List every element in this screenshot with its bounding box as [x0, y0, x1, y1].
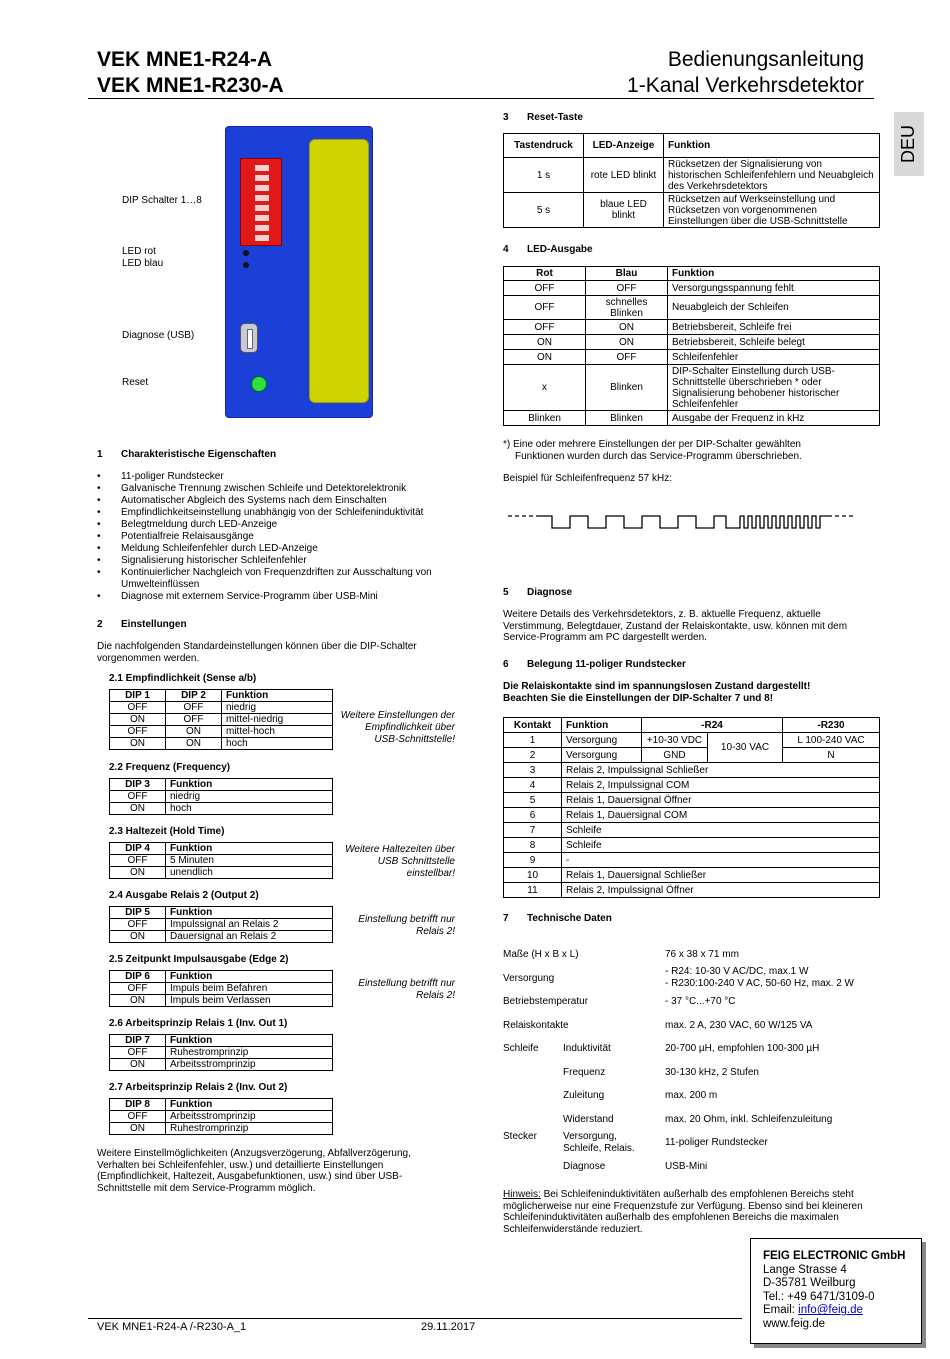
- note-relay2-output: Einstellung betrifft nur Relais 2!: [358, 914, 455, 937]
- footer-rule: [88, 1318, 742, 1319]
- company-address-box: [750, 1238, 922, 1344]
- list-item: • Automatischer Abgleich des Systems nach dem Einschalten: [97, 495, 442, 507]
- note-relay2-edge: Einstellung betrifft nur Relais 2!: [358, 978, 455, 1001]
- dip-7-table: DIP 7 Funktion OFF Ruhestromprinzip ON Arbeitsstromprinzip: [109, 1034, 333, 1071]
- dip-8-table: DIP 8 Funktion OFF Arbeitsstromprinzip ON Ruhestromprinzip: [109, 1098, 333, 1135]
- led-table: Rot Blau Funktion OFF OFF Versorgungsspannung fehlt OFF schnelles Blinken Neuabgleich der Schleifen OFF ON Betriebsbereit, Schleife frei ON ON Betriebsbereit, Schleife belegt ON OFF Schleifenfehler x Blinken DIP-Schalter Einstellung durch USB-Schnittstelle überschrieben * oder Signalisierung behobener historischer Schleifenfehler Blinken Blinken Ausgabe der Frequenz in kHz: [503, 266, 880, 426]
- table-row: ON hoch: [110, 803, 333, 815]
- list-item: • Belegtmeldung durch LED-Anzeige: [97, 519, 442, 531]
- table-row: 6 Relais 1, Dauersignal COM: [504, 808, 880, 823]
- product-type: 1-Kanal Verkehrsdetektor: [627, 74, 864, 97]
- spec-label: Maße (H x B x L): [503, 949, 579, 960]
- device-illustration: [225, 126, 373, 418]
- list-item: • 11-poliger Rundstecker: [97, 471, 442, 483]
- frequency-example-label: Beispiel für Schleifenfrequenz 57 kHz:: [503, 473, 672, 484]
- table-row: ON Impuls beim Verlassen: [110, 995, 333, 1007]
- email-link[interactable]: info@feig.de: [798, 1304, 863, 1317]
- list-item: • Signalisierung historischer Schleifenfehler: [97, 555, 442, 567]
- spec-sublabel: Diagnose: [563, 1161, 606, 1172]
- reset-table: Tastendruck LED-Anzeige Funktion 1 s rote LED blinkt Rücksetzen der Signalisierung von historischen Schleifenfehlern und Neuabgleich des Verkehrsdetektors 5 s blaue LED blinkt Rücksetzen auf Werkseinstellung und Rücksetzen von vorgenommenen Einstellungen über die USB-Schnittstelle: [503, 133, 880, 228]
- table-row: OFF OFF Versorgungsspannung fehlt: [504, 281, 880, 296]
- table-row: ON Dauersignal an Relais 2: [110, 931, 333, 943]
- street: Lange Strasse 4: [763, 1263, 847, 1276]
- spec-sublabel: Widerstand: [563, 1114, 614, 1125]
- section-6-heading: 6 Belegung 11-poliger Rundstecker: [503, 659, 686, 670]
- spec-value: - R230:100-240 V AC, 50-60 Hz, max. 2 W: [665, 978, 854, 989]
- connector-warning: Die Relaiskontakte sind im spannungslosen Zustand dargestellt! Beachten Sie die Einstellungen der DIP-Schalter 7 und 8!: [503, 681, 811, 704]
- table-row: 5 s blaue LED blinkt Rücksetzen auf Werkseinstellung und Rücksetzen von vorgenommenen Einstellungen über die USB-Schnittstelle: [504, 193, 880, 228]
- section-7-heading: 7 Technische Daten: [503, 913, 612, 924]
- section-5-heading: 5 Diagnose: [503, 587, 573, 598]
- section-2-heading: 2 Einstellungen: [97, 619, 187, 630]
- subsection-2-1-heading: 2.1 Empfindlichkeit (Sense a/b): [109, 673, 257, 684]
- section-4-heading: 4 LED-Ausgabe: [503, 244, 593, 255]
- subsection-2-4-heading: 2.4 Ausgabe Relais 2 (Output 2): [109, 890, 259, 901]
- table-row: OFF ON mittel-hoch: [110, 726, 333, 738]
- table-row: 11 Relais 2, Impulssignal Öffner: [504, 883, 880, 898]
- subsection-2-6-heading: 2.6 Arbeitsprinzip Relais 1 (Inv. Out 1): [109, 1018, 288, 1029]
- table-row: ON Arbeitsstromprinzip: [110, 1059, 333, 1071]
- model-title: [97, 47, 284, 99]
- list-item: • Meldung Schleifenfehler durch LED-Anzeige: [97, 543, 442, 555]
- spec-value: - 37 °C...+70 °C: [665, 996, 736, 1007]
- table-row: OFF ON Betriebsbereit, Schleife frei: [504, 320, 880, 335]
- spec-value: 11-poliger Rundstecker: [665, 1137, 768, 1148]
- spec-value: max. 20 Ohm, inkl. Schleifenzuleitung: [665, 1114, 833, 1125]
- table-row: 4 Relais 2, Impulssignal COM: [504, 778, 880, 793]
- table-row: ON Ruhestromprinzip: [110, 1123, 333, 1135]
- footer-doc-id: VEK MNE1-R24-A /-R230-A_1: [97, 1321, 247, 1333]
- model-name-r230: VEK MNE1-R230-A: [97, 74, 284, 97]
- list-item: • Galvanische Trennung zwischen Schleife und Detektorelektronik: [97, 483, 442, 495]
- doc-type: Bedienungsanleitung: [667, 48, 864, 71]
- section-3-heading: 3 Reset-Taste: [503, 112, 583, 123]
- list-item: • Kontinuierlicher Nachgleich von Frequenzdriften zur Ausschaltung von Umwelteinflüssen: [97, 567, 442, 591]
- spec-value: 20-700 µH, empfohlen 100-300 µH: [665, 1043, 820, 1054]
- table-row: 1 Versorgung +10-30 VDC 10-30 VAC L 100-240 VAC: [504, 733, 880, 748]
- table-row: 10 Relais 1, Dauersignal Schließer: [504, 868, 880, 883]
- spec-sublabel: Zuleitung: [563, 1090, 605, 1101]
- diagnose-text: Weitere Details des Verkehrsdetektors, z. B. aktuelle Frequenz, aktuelle Verstimmung, Belegtdauer, Zustand der Relaiskontakte, usw. können mit dem Service-Programm am PC dargestellt werden.: [503, 609, 848, 643]
- dip-1-2-table: DIP 1 DIP 2 Funktion OFF OFF niedrig ON OFF mittel-niedrig OFF ON mittel-hoch ON ON hoch: [109, 689, 333, 750]
- spec-sublabel: Schleife, Relais.: [563, 1143, 635, 1154]
- table-row: x Blinken DIP-Schalter Einstellung durch USB-Schnittstelle überschrieben * oder Signalisierung behobener historischer Schleifenfehler: [504, 365, 880, 411]
- table-row: ON unendlich: [110, 867, 333, 879]
- footer-date: 29.11.2017: [421, 1321, 476, 1333]
- email-line: Email: info@feig.de: [763, 1304, 863, 1317]
- phone: Tel.: +49 6471/3109-0: [763, 1290, 875, 1303]
- hint-text: Bei Schleifeninduktivitäten außerhalb des empfohlenen Bereichs steht möglicherweise nur eine Frequenzstufe zur Verfügung. Ebenso sind bei kleineren Schleifeninduktivitäten außerhalb des empfohlenen Bereichs die maximalen Schleifenwiderstände reduziert.: [503, 1189, 863, 1235]
- spec-label: Versorgung: [503, 973, 555, 984]
- table-row: 7 Schleife: [504, 823, 880, 838]
- led-blue-icon: [243, 262, 249, 268]
- table-row: OFF 5 Minuten: [110, 855, 333, 867]
- list-item: • Empfindlichkeitseinstellung unabhängig von der Schleifeninduktivität: [97, 507, 442, 519]
- spec-value: - R24: 10-30 V AC/DC, max.1 W: [665, 966, 809, 977]
- connector-table: Kontakt Funktion -R24 -R230 1 Versorgung +10-30 VDC 10-30 VAC L 100-240 VAC 2 Versorgung GND N 3 Relais 2, Impulssignal Schließer 4 Relais 2, Impulssignal COM 5 Relais 1, Dauersignal Öffner 6 Relais 1, Dauersignal COM 7 Schleife 8 Schleife 9 - 10 Relais 1, Dauersignal Schließer 11 Relais 2, Impulssignal Öffner: [503, 717, 880, 898]
- table-row: Blinken Blinken Ausgabe der Frequenz in kHz: [504, 411, 880, 426]
- spec-label: Betriebstemperatur: [503, 996, 589, 1007]
- table-row: 9 -: [504, 853, 880, 868]
- spec-value: max. 2 A, 230 VAC, 60 W/125 VA: [665, 1020, 813, 1031]
- inductance-hint: [503, 1189, 868, 1235]
- spec-label: Relaiskontakte: [503, 1020, 569, 1031]
- spec-label: Schleife: [503, 1043, 539, 1054]
- table-row: 5 Relais 1, Dauersignal Öffner: [504, 793, 880, 808]
- frequency-signal-diagram: [508, 508, 853, 532]
- header-rule: [88, 98, 874, 99]
- label-diagnose: Diagnose (USB): [122, 330, 195, 341]
- note-hold-time: Weitere Haltezeiten über USB Schnittstelle einstellbar!: [345, 844, 455, 879]
- table-row: 1 s rote LED blinkt Rücksetzen der Signalisierung von historischen Schleifenfehlern und Neuabgleich des Verkehrsdetektors: [504, 158, 880, 193]
- dip-switch-block: [240, 158, 282, 246]
- language-label: DEU: [898, 124, 919, 164]
- table-row: OFF schnelles Blinken Neuabgleich der Schleifen: [504, 296, 880, 320]
- spec-sublabel: Frequenz: [563, 1067, 606, 1078]
- table-row: OFF OFF niedrig: [110, 702, 333, 714]
- subsection-2-5-heading: 2.5 Zeitpunkt Impulsausgabe (Edge 2): [109, 954, 289, 965]
- led-footnote: *) Eine oder mehrere Einstellungen der per DIP-Schalter gewählten Funktionen wurden durch das Service-Programm überschrieben.: [503, 439, 802, 462]
- table-row: 3 Relais 2, Impulssignal Schließer: [504, 763, 880, 778]
- table-row: ON ON Betriebsbereit, Schleife belegt: [504, 335, 880, 350]
- table-row: 8 Schleife: [504, 838, 880, 853]
- dip-3-table: DIP 3 Funktion OFF niedrig ON hoch: [109, 778, 333, 815]
- list-item: • Diagnose mit externem Service-Programm über USB-Mini: [97, 591, 442, 603]
- note-sensitivity: Weitere Einstellungen der Empfindlichkeit über USB-Schnittstelle!: [340, 710, 455, 745]
- usb-port-icon: [240, 323, 258, 353]
- dip-4-table: DIP 4 Funktion OFF 5 Minuten ON unendlich: [109, 842, 333, 879]
- language-tab: [894, 112, 924, 176]
- reset-button-icon: [251, 376, 267, 392]
- table-row: ON OFF Schleifenfehler: [504, 350, 880, 365]
- subsection-2-3-heading: 2.3 Haltezeit (Hold Time): [109, 826, 225, 837]
- section-1-heading: 1 Charakteristische Eigenschaften: [97, 449, 277, 460]
- hint-label: Hinweis:: [503, 1189, 541, 1200]
- label-reset: Reset: [122, 377, 149, 388]
- label-led-blau: LED blau: [122, 258, 164, 269]
- city: D-35781 Weilburg: [763, 1277, 856, 1290]
- label-led-rot: LED rot: [122, 246, 156, 257]
- spec-label: Stecker: [503, 1131, 537, 1142]
- spec-sublabel: Induktivität: [563, 1043, 611, 1054]
- settings-outro: Weitere Einstellmöglichkeiten (Anzugsverzögerung, Abfallverzögerung, Verhalten bei Schleifenfehler, usw.) und detaillierte Einstellungen (Empfindlichkeit, Haltezeit, Ausgabefunktionen, usw.) sind über USB-Schnittstelle mit dem Service-Programm möglich.: [97, 1148, 411, 1194]
- spec-sublabel: Versorgung,: [563, 1131, 617, 1142]
- table-row: 2 Versorgung GND N: [504, 748, 880, 763]
- led-red-icon: [243, 250, 249, 256]
- company-name: FEIG ELECTRONIC GmbH: [763, 1250, 906, 1262]
- subsection-2-2-heading: 2.2 Frequenz (Frequency): [109, 762, 231, 773]
- spec-value: USB-Mini: [665, 1161, 708, 1172]
- dip-6-table: DIP 6 Funktion OFF Impuls beim Befahren ON Impuls beim Verlassen: [109, 970, 333, 1007]
- table-row: ON ON hoch: [110, 738, 333, 750]
- spec-value: 30-130 kHz, 2 Stufen: [665, 1067, 759, 1078]
- spec-value: 76 x 38 x 71 mm: [665, 949, 739, 960]
- subsection-2-7-heading: 2.7 Arbeitsprinzip Relais 2 (Inv. Out 2): [109, 1082, 288, 1093]
- website: www.feig.de: [763, 1317, 826, 1330]
- table-row: OFF Arbeitsstromprinzip: [110, 1111, 333, 1123]
- table-row: OFF Impulssignal an Relais 2: [110, 919, 333, 931]
- dip-5-table: DIP 5 Funktion OFF Impulssignal an Relais 2 ON Dauersignal an Relais 2: [109, 906, 333, 943]
- list-item: • Potentialfreie Relaisausgänge: [97, 531, 442, 543]
- label-dip: DIP Schalter 1…8: [122, 195, 202, 206]
- table-row: OFF Impuls beim Befahren: [110, 983, 333, 995]
- table-row: OFF niedrig: [110, 791, 333, 803]
- settings-intro: Die nachfolgenden Standardeinstellungen können über die DIP-Schalter vorgenommen werden.: [97, 641, 417, 664]
- device-label-area: [309, 139, 369, 403]
- feature-list: [97, 471, 442, 603]
- document-title: [627, 47, 864, 99]
- model-name-r24: VEK MNE1-R24-A: [97, 48, 273, 71]
- table-row: OFF Ruhestromprinzip: [110, 1047, 333, 1059]
- table-row: ON OFF mittel-niedrig: [110, 714, 333, 726]
- spec-value: max. 200 m: [665, 1090, 718, 1101]
